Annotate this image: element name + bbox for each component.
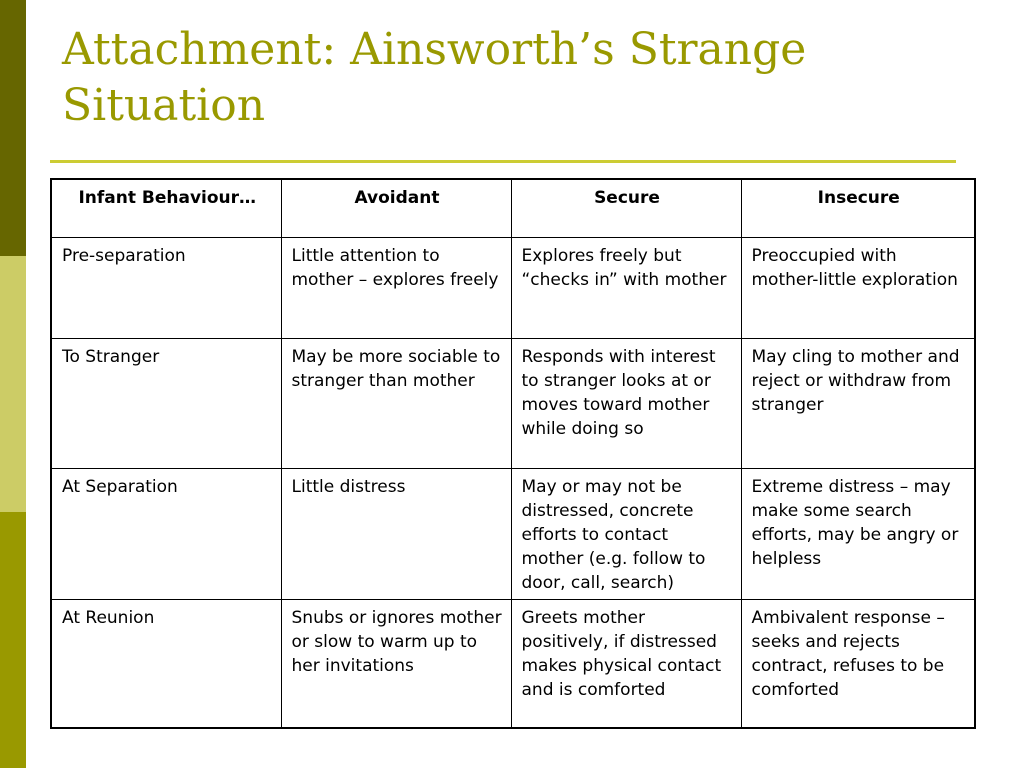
cell-secure: Responds with interest to stranger looks at or moves toward mother while doing so [511,338,741,468]
side-bar-middle [0,256,26,512]
cell-avoidant: May be more sociable to stranger than mother [281,338,511,468]
header-avoidant: Avoidant [281,179,511,237]
header-insecure: Insecure [741,179,975,237]
table-row [51,338,975,468]
cell-insecure: Ambivalent response – seeks and rejects contract, refuses to be comforted [741,599,975,728]
title-divider [50,160,956,163]
cell-avoidant: Snubs or ignores mother or slow to warm up to her invitations [281,599,511,728]
table-row [51,599,975,728]
cell-secure: Explores freely but “checks in” with mother [511,237,741,338]
row-label: To Stranger [51,338,281,468]
side-bar-bottom [0,512,26,768]
header-infant-behaviour: Infant Behaviour… [51,179,281,237]
side-bar-top [0,0,26,256]
table-row [51,237,975,338]
row-label: At Separation [51,468,281,599]
header-secure: Secure [511,179,741,237]
attachment-table [50,178,976,729]
cell-secure: Greets mother positively, if distressed makes physical contact and is comforted [511,599,741,728]
cell-secure: May or may not be distressed, concrete efforts to contact mother (e.g. follow to door, call, search) [511,468,741,599]
cell-insecure: May cling to mother and reject or withdraw from stranger [741,338,975,468]
row-label: At Reunion [51,599,281,728]
table-row [51,468,975,599]
row-label: Pre-separation [51,237,281,338]
cell-insecure: Extreme distress – may make some search efforts, may be angry or helpless [741,468,975,599]
cell-avoidant: Little distress [281,468,511,599]
cell-avoidant: Little attention to mother – explores freely [281,237,511,338]
table-header-row [51,179,975,237]
slide-title: Attachment: Ainsworth’s Strange Situation [62,24,807,131]
cell-insecure: Preoccupied with mother-little exploration [741,237,975,338]
